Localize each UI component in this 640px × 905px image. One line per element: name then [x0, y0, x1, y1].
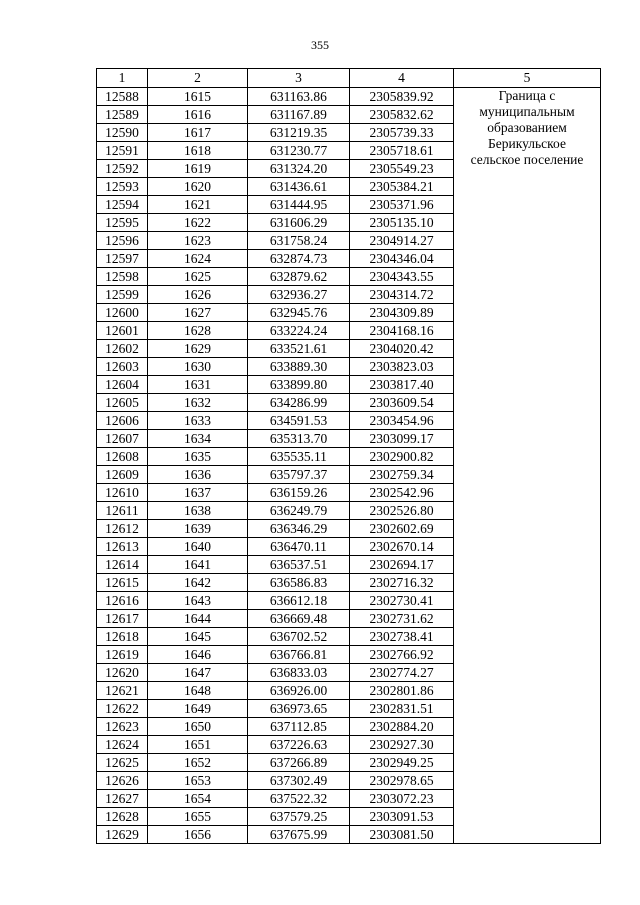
table-cell-col-3: 637579.25	[248, 808, 350, 826]
table-cell-col-1: 12616	[97, 592, 148, 610]
table-cell-col-1: 12618	[97, 628, 148, 646]
table-cell-col-3: 632879.62	[248, 268, 350, 286]
table-cell-col-3: 633899.80	[248, 376, 350, 394]
table-cell-col-1: 12624	[97, 736, 148, 754]
table-cell-col-4: 2302900.82	[350, 448, 454, 466]
table-cell-col-1: 12625	[97, 754, 148, 772]
table-cell-col-2: 1628	[148, 322, 248, 340]
table-cell-col-1: 12603	[97, 358, 148, 376]
table-cell-col-3: 636249.79	[248, 502, 350, 520]
table-cell-col-1: 12588	[97, 88, 148, 106]
table-cell-col-2: 1618	[148, 142, 248, 160]
table-row	[97, 88, 601, 106]
table-cell-col-1: 12629	[97, 826, 148, 844]
table-cell-col-3: 636926.00	[248, 682, 350, 700]
table-cell-col-1: 12613	[97, 538, 148, 556]
table-cell-col-1: 12601	[97, 322, 148, 340]
boundary-note-line: Берикульское	[488, 136, 566, 151]
table-cell-col-3: 631606.29	[248, 214, 350, 232]
table-cell-col-2: 1645	[148, 628, 248, 646]
table-cell-col-2: 1641	[148, 556, 248, 574]
table-cell-col-2: 1647	[148, 664, 248, 682]
table-cell-col-2: 1617	[148, 124, 248, 142]
table-cell-col-1: 12597	[97, 250, 148, 268]
table-cell-col-1: 12604	[97, 376, 148, 394]
header-row	[97, 69, 601, 88]
table-cell-col-1: 12623	[97, 718, 148, 736]
table-cell-col-2: 1631	[148, 376, 248, 394]
table-cell-col-1: 12590	[97, 124, 148, 142]
table-cell-col-3: 637112.85	[248, 718, 350, 736]
table-cell-col-3: 636159.26	[248, 484, 350, 502]
table-cell-col-4: 2303099.17	[350, 430, 454, 448]
table-cell-col-1: 12593	[97, 178, 148, 196]
table-cell-col-2: 1615	[148, 88, 248, 106]
table-cell-col-4: 2302602.69	[350, 520, 454, 538]
table-cell-col-4: 2302831.51	[350, 700, 454, 718]
table-cell-col-3: 636702.52	[248, 628, 350, 646]
column-header-4: 4	[350, 69, 454, 88]
table-cell-col-2: 1640	[148, 538, 248, 556]
table-cell-col-4: 2304168.16	[350, 322, 454, 340]
table-cell-col-3: 637266.89	[248, 754, 350, 772]
table-cell-col-3: 631444.95	[248, 196, 350, 214]
boundary-note-line: муниципальным	[479, 104, 575, 119]
table-cell-col-1: 12595	[97, 214, 148, 232]
column-header-5: 5	[454, 69, 601, 88]
table-cell-col-4: 2302738.41	[350, 628, 454, 646]
table-cell-col-2: 1652	[148, 754, 248, 772]
table-cell-col-2: 1650	[148, 718, 248, 736]
table-cell-col-4: 2305739.33	[350, 124, 454, 142]
table-cell-col-2: 1643	[148, 592, 248, 610]
table-cell-col-4: 2303823.03	[350, 358, 454, 376]
table-cell-col-4: 2302670.14	[350, 538, 454, 556]
table-cell-col-3: 632874.73	[248, 250, 350, 268]
table-cell-col-1: 12626	[97, 772, 148, 790]
table-cell-col-3: 636612.18	[248, 592, 350, 610]
table-cell-col-3: 636586.83	[248, 574, 350, 592]
table-cell-col-1: 12599	[97, 286, 148, 304]
table-cell-col-2: 1620	[148, 178, 248, 196]
table-cell-col-2: 1622	[148, 214, 248, 232]
table-cell-col-2: 1616	[148, 106, 248, 124]
table-cell-col-1: 12628	[97, 808, 148, 826]
table-cell-col-1: 12620	[97, 664, 148, 682]
table-cell-col-3: 631167.89	[248, 106, 350, 124]
column-header-1: 1	[97, 69, 148, 88]
table-cell-col-4: 2305384.21	[350, 178, 454, 196]
table-cell-col-1: 12622	[97, 700, 148, 718]
page-number: 355	[311, 38, 329, 52]
column-header-2: 2	[148, 69, 248, 88]
table-cell-col-1: 12619	[97, 646, 148, 664]
table-cell-col-3: 631219.35	[248, 124, 350, 142]
table-cell-col-3: 636470.11	[248, 538, 350, 556]
table-cell-col-3: 636973.65	[248, 700, 350, 718]
table-cell-col-3: 632936.27	[248, 286, 350, 304]
table-cell-col-2: 1642	[148, 574, 248, 592]
table-cell-col-1: 12600	[97, 304, 148, 322]
table-cell-col-4: 2302542.96	[350, 484, 454, 502]
table-cell-col-4: 2302774.27	[350, 664, 454, 682]
table-cell-col-4: 2302978.65	[350, 772, 454, 790]
table-cell-col-3: 637522.32	[248, 790, 350, 808]
table-cell-col-4: 2305135.10	[350, 214, 454, 232]
table-cell-col-1: 12627	[97, 790, 148, 808]
table-cell-col-4: 2302766.92	[350, 646, 454, 664]
table-cell-col-2: 1635	[148, 448, 248, 466]
table-body	[97, 88, 601, 844]
table-cell-col-4: 2302716.32	[350, 574, 454, 592]
table-cell-col-4: 2304343.55	[350, 268, 454, 286]
table-cell-col-2: 1619	[148, 160, 248, 178]
table-cell-col-2: 1649	[148, 700, 248, 718]
table-cell-col-1: 12591	[97, 142, 148, 160]
table-cell-col-4: 2304914.27	[350, 232, 454, 250]
table-cell-col-4: 2302731.62	[350, 610, 454, 628]
table-cell-col-3: 631163.86	[248, 88, 350, 106]
table-cell-col-3: 636346.29	[248, 520, 350, 538]
boundary-note	[454, 88, 601, 844]
table-cell-col-4: 2303091.53	[350, 808, 454, 826]
table-cell-col-1: 12614	[97, 556, 148, 574]
table-cell-col-1: 12607	[97, 430, 148, 448]
table-cell-col-3: 637226.63	[248, 736, 350, 754]
table-cell-col-4: 2302801.86	[350, 682, 454, 700]
column-header-3: 3	[248, 69, 350, 88]
table-cell-col-4: 2302884.20	[350, 718, 454, 736]
table-cell-col-2: 1629	[148, 340, 248, 358]
table-cell-col-3: 637675.99	[248, 826, 350, 844]
table-cell-col-2: 1630	[148, 358, 248, 376]
table-cell-col-3: 632945.76	[248, 304, 350, 322]
table-cell-col-4: 2305371.96	[350, 196, 454, 214]
table-cell-col-1: 12602	[97, 340, 148, 358]
table-cell-col-3: 636833.03	[248, 664, 350, 682]
table-cell-col-3: 631436.61	[248, 178, 350, 196]
table-cell-col-4: 2303609.54	[350, 394, 454, 412]
table-cell-col-4: 2305549.23	[350, 160, 454, 178]
table-cell-col-4: 2304020.42	[350, 340, 454, 358]
table-cell-col-4: 2303817.40	[350, 376, 454, 394]
table-cell-col-2: 1636	[148, 466, 248, 484]
table-cell-col-4: 2302526.80	[350, 502, 454, 520]
table-cell-col-2: 1651	[148, 736, 248, 754]
table-cell-col-4: 2302694.17	[350, 556, 454, 574]
table-cell-col-1: 12615	[97, 574, 148, 592]
table-cell-col-4: 2304309.89	[350, 304, 454, 322]
table-cell-col-4: 2302927.30	[350, 736, 454, 754]
table-cell-col-2: 1627	[148, 304, 248, 322]
table-cell-col-1: 12617	[97, 610, 148, 628]
table-cell-col-2: 1624	[148, 250, 248, 268]
table-cell-col-1: 12612	[97, 520, 148, 538]
boundary-note-line: Граница с	[498, 88, 556, 103]
table-cell-col-3: 634286.99	[248, 394, 350, 412]
table-cell-col-1: 12592	[97, 160, 148, 178]
table-cell-col-1: 12609	[97, 466, 148, 484]
table-cell-col-2: 1653	[148, 772, 248, 790]
table-cell-col-4: 2303072.23	[350, 790, 454, 808]
table-cell-col-4: 2303454.96	[350, 412, 454, 430]
table-cell-col-2: 1654	[148, 790, 248, 808]
table-cell-col-3: 636669.48	[248, 610, 350, 628]
table-cell-col-3: 634591.53	[248, 412, 350, 430]
table-cell-col-1: 12608	[97, 448, 148, 466]
table-cell-col-1: 12594	[97, 196, 148, 214]
table-cell-col-3: 636766.81	[248, 646, 350, 664]
table-cell-col-2: 1638	[148, 502, 248, 520]
table-cell-col-3: 635797.37	[248, 466, 350, 484]
table-cell-col-2: 1621	[148, 196, 248, 214]
table-cell-col-4: 2304346.04	[350, 250, 454, 268]
table-cell-col-2: 1639	[148, 520, 248, 538]
table-cell-col-1: 12610	[97, 484, 148, 502]
table-cell-col-1: 12605	[97, 394, 148, 412]
table-cell-col-2: 1646	[148, 646, 248, 664]
table-cell-col-4: 2302949.25	[350, 754, 454, 772]
table-cell-col-3: 633889.30	[248, 358, 350, 376]
table-cell-col-2: 1644	[148, 610, 248, 628]
table-cell-col-4: 2303081.50	[350, 826, 454, 844]
table-cell-col-2: 1626	[148, 286, 248, 304]
table-cell-col-1: 12596	[97, 232, 148, 250]
table-cell-col-4: 2302759.34	[350, 466, 454, 484]
table-cell-col-2: 1623	[148, 232, 248, 250]
table-cell-col-4: 2304314.72	[350, 286, 454, 304]
table-cell-col-2: 1655	[148, 808, 248, 826]
table-cell-col-2: 1632	[148, 394, 248, 412]
table-cell-col-4: 2302730.41	[350, 592, 454, 610]
table-cell-col-1: 12611	[97, 502, 148, 520]
table-cell-col-1: 12598	[97, 268, 148, 286]
table-cell-col-1: 12606	[97, 412, 148, 430]
table-cell-col-1: 12621	[97, 682, 148, 700]
table-cell-col-2: 1656	[148, 826, 248, 844]
table-cell-col-3: 637302.49	[248, 772, 350, 790]
table-cell-col-2: 1648	[148, 682, 248, 700]
table-cell-col-2: 1634	[148, 430, 248, 448]
table-cell-col-2: 1633	[148, 412, 248, 430]
table-cell-col-2: 1637	[148, 484, 248, 502]
table-cell-col-3: 633224.24	[248, 322, 350, 340]
table-cell-col-3: 633521.61	[248, 340, 350, 358]
table-cell-col-3: 631324.20	[248, 160, 350, 178]
boundary-note-line: сельское поселение	[470, 152, 584, 167]
table-cell-col-3: 631758.24	[248, 232, 350, 250]
table-cell-col-3: 636537.51	[248, 556, 350, 574]
table-cell-col-4: 2305832.62	[350, 106, 454, 124]
table-cell-col-2: 1625	[148, 268, 248, 286]
table-cell-col-3: 635313.70	[248, 430, 350, 448]
table-cell-col-1: 12589	[97, 106, 148, 124]
coordinates-table	[96, 68, 601, 844]
table-cell-col-4: 2305718.61	[350, 142, 454, 160]
table-cell-col-3: 631230.77	[248, 142, 350, 160]
table-cell-col-4: 2305839.92	[350, 88, 454, 106]
boundary-note-line: образованием	[487, 120, 567, 135]
table-cell-col-3: 635535.11	[248, 448, 350, 466]
